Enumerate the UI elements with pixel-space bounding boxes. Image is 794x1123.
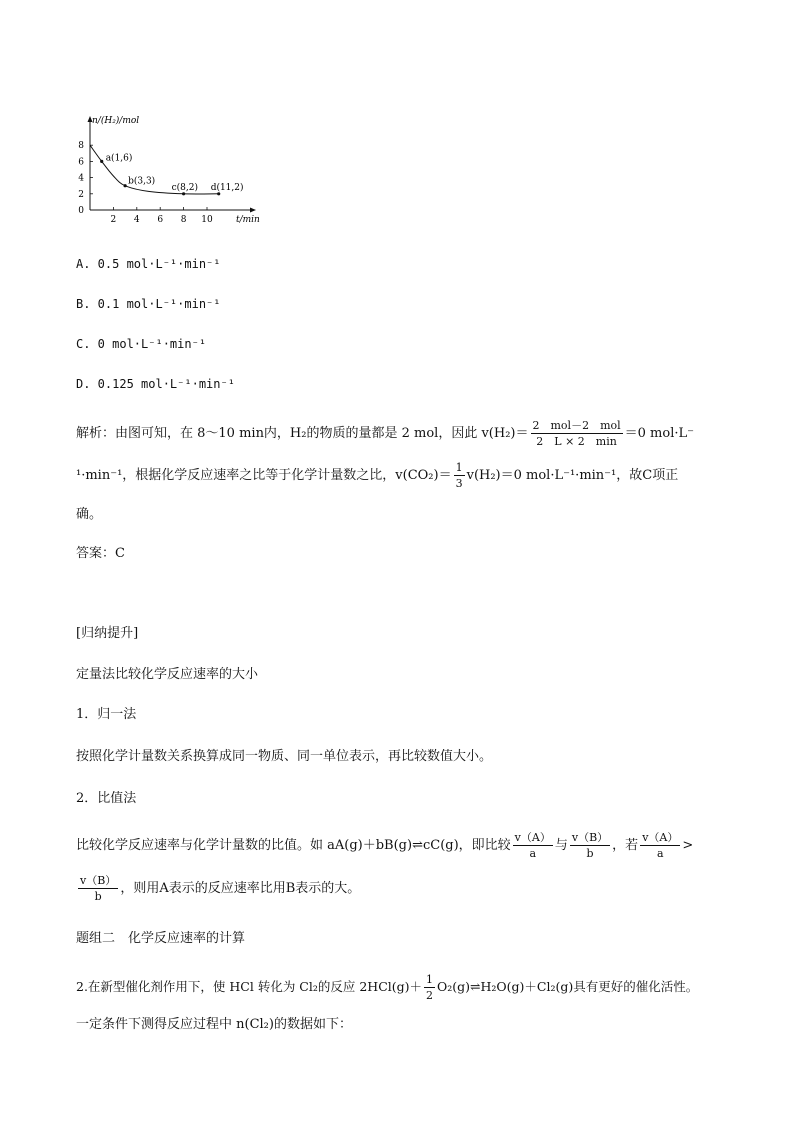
method-1-text: 按照化学计量数关系换算成同一物质、同一单位表示，再比较数值大小。: [76, 749, 493, 764]
analysis-text-2: ＝0 mol·L⁻: [624, 426, 694, 441]
x-tick-label: 2: [110, 215, 117, 225]
point-label: a(1,6): [105, 153, 133, 164]
answer-text: 答案：C: [76, 546, 125, 561]
greater-than-sign: >: [682, 838, 694, 853]
y-tick-label: 6: [78, 157, 84, 168]
x-tick-label: 8: [180, 215, 187, 225]
y-tick-label: 8: [78, 141, 84, 152]
fraction-vb-b: $\frac{v(B)}{b}$: [571, 831, 609, 860]
analysis-text-4: v(H₂)＝0 mol·L⁻¹·min⁻¹，故C项正: [466, 468, 679, 483]
method-2-line-2: $\frac{v(B)}{b}$ ，则用A表示的反应速率比用B表示的大。: [80, 874, 361, 903]
question-2-line-2: 一定条件下测得反应过程中 n(Cl₂)的数据如下：: [76, 1017, 352, 1032]
option-d: D. 0.125 mol·L⁻¹·min⁻¹: [76, 377, 235, 391]
y-tick-label: 2: [78, 189, 84, 200]
data-point: [100, 160, 103, 163]
y-tick-label: 4: [78, 173, 84, 184]
method-2-line-1: 比较化学反应速率与化学计量数的比值。如 aA(g)＋bB(g)⇌cC(g)，即比较 $\frac{v(A)}{a}$ 与 $\frac{v(B)}{b}$ ，若 $\frac{v(A)}{a}$ >: [76, 831, 694, 860]
x-tick-label: 4: [133, 215, 140, 225]
option-c: C. 0 mol·L⁻¹·min⁻¹: [76, 337, 207, 351]
analysis-fraction-1: $\frac{\text{2 mol－2 mol}}{2 L \times 2 \min}$: [532, 419, 621, 448]
data-point: [124, 184, 127, 187]
option-b: B. 0.1 mol·L⁻¹·min⁻¹: [76, 297, 221, 311]
x-tick-label: 6: [157, 215, 164, 225]
group-title: 题组二 化学反应速率的计算: [76, 931, 246, 946]
x-axis-arrow: [250, 208, 256, 213]
method-1-title: 1．归一法: [76, 707, 137, 722]
analysis-line-3: 确。: [76, 507, 103, 522]
h2-amount-chart: [76, 112, 276, 227]
analysis-text-1: 解析：由图可知，在 8～10 min内，H₂的物质的量都是 2 mol，因此 v(H₂)＝: [76, 426, 529, 441]
x-tick-label: 10: [201, 215, 213, 225]
fraction-vb-b-2: $\frac{v(B)}{b}$: [80, 874, 117, 903]
analysis-line-2: [76, 462, 678, 489]
point-label: b(3,3): [128, 176, 156, 187]
y-axis-label: n/(H₂)/mol: [92, 116, 140, 126]
summary-tag: [归纳提升]: [76, 626, 139, 641]
fraction-va-a-2: $\frac{v(A)}{a}$: [642, 831, 679, 860]
fraction-va-a: $\frac{v(A)}{a}$: [514, 831, 551, 860]
analysis-text-3: ¹·min⁻¹，根据化学反应速率之比等于化学计量数之比，v(CO₂)＝: [76, 468, 452, 483]
fraction-half: $\frac{1}{2}$: [426, 973, 434, 1002]
analysis-fraction-2: $\frac{1}{3}$: [455, 461, 463, 490]
option-a: A. 0.5 mol·L⁻¹·min⁻¹: [76, 257, 221, 271]
summary-title: 定量法比较化学反应速率的大小: [76, 667, 259, 682]
analysis-line-1: [76, 420, 694, 447]
y-tick-label: 0: [78, 206, 84, 216]
point-label: c(8,2): [171, 182, 198, 193]
method-2-title: 2．比值法: [76, 791, 137, 806]
x-axis-label: t/min: [236, 215, 260, 225]
question-2-line-1: 2.在新型催化剂作用下，使 HCl 转化为 Cl₂的反应 2HCl(g)＋ $\frac{1}{2}$ O₂(g)⇌H₂O(g)＋Cl₂(g)具有更好的催化活性。: [76, 973, 699, 1002]
point-label: d(11,2): [210, 182, 244, 193]
